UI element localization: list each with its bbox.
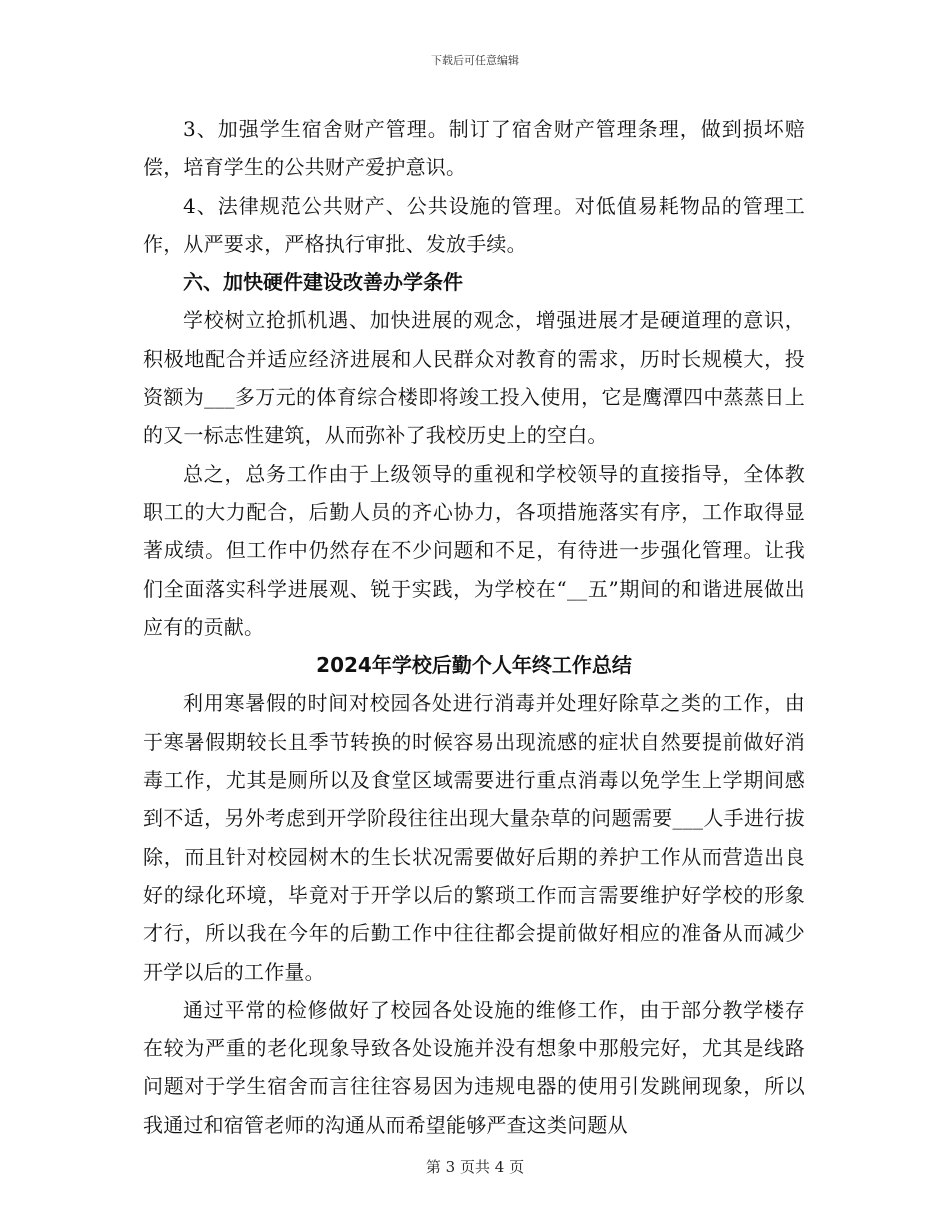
paragraph-disinfection: 利用寒暑假的时间对校园各处进行消毒并处理好除草之类的工作，由于寒暑假期较长且季节转换的时候容易出现流感的症状自然要提前做好消毒工作，尤其是厕所以及食堂区域需要进行重点消毒以免学生上学期间感到不适，另外考虑到开学阶段往往出现大量杂草的问题需要___人手进行拔除，而且针对校园树木的生长状况需要做好后期的养护工作从而营造出良好的绿化环境，毕竟对于开学以后的繁琐工作而言需要维护好学校的形象才行，所以我在今年的后勤工作中往往都会提前做好相应的准备从而减少开学以后的工作量。 [143,691,805,984]
document-body [143,110,805,1144]
paragraph-summary: 总之，总务工作由于上级领导的重视和学校领导的直接指导，全体教职工的大力配合，后勤人员的齐心协力，各项措施落实有序，工作取得显著成绩。但工作中仍然存在不少问题和不足，有待进一步强化管理。让我们全面落实科学进展观、锐于实践，为学校在“__五”期间的和谐进展做出应有的贡献。 [143,461,805,639]
page-footer: 第 3 页共 4 页 [425,1158,525,1176]
page-header: 下载后可任意编辑 [431,54,519,67]
section-heading-hardware: 六、加快硬件建设改善办学条件 [183,270,463,295]
paragraph-dorm-property: 3、加强学生宿舍财产管理。制订了宿舍财产管理条理，做到损坏赔偿，培育学生的公共财产爱护意识。 [143,117,805,180]
paragraph-development: 学校树立抢抓机遇、加快进展的观念，增强进展才是硬道理的意识，积极地配合并适应经济进展和人民群众对教育的需求，历时长规模大，投资额为___多万元的体育综合楼即将竣工投入使用，它是鹰潭四中蒸蒸日上的又一标志性建筑，从而弥补了我校历史上的空白。 [143,308,805,448]
document-title: 2024年学校后勤个人年终工作总结 [316,653,632,678]
paragraph-public-property: 4、法律规范公共财产、公共设施的管理。对低值易耗物品的管理工作，从严要求，严格执行审批、发放手续。 [143,193,805,256]
paragraph-maintenance: 通过平常的检修做好了校园各处设施的维修工作，由于部分教学楼存在较为严重的老化现象导致各处设施并没有想象中那般完好，尤其是线路问题对于学生宿舍而言往往容易因为违规电器的使用引发跳闸现象，所以我通过和宿管老师的沟通从而希望能够严查这类问题从 [143,997,805,1137]
